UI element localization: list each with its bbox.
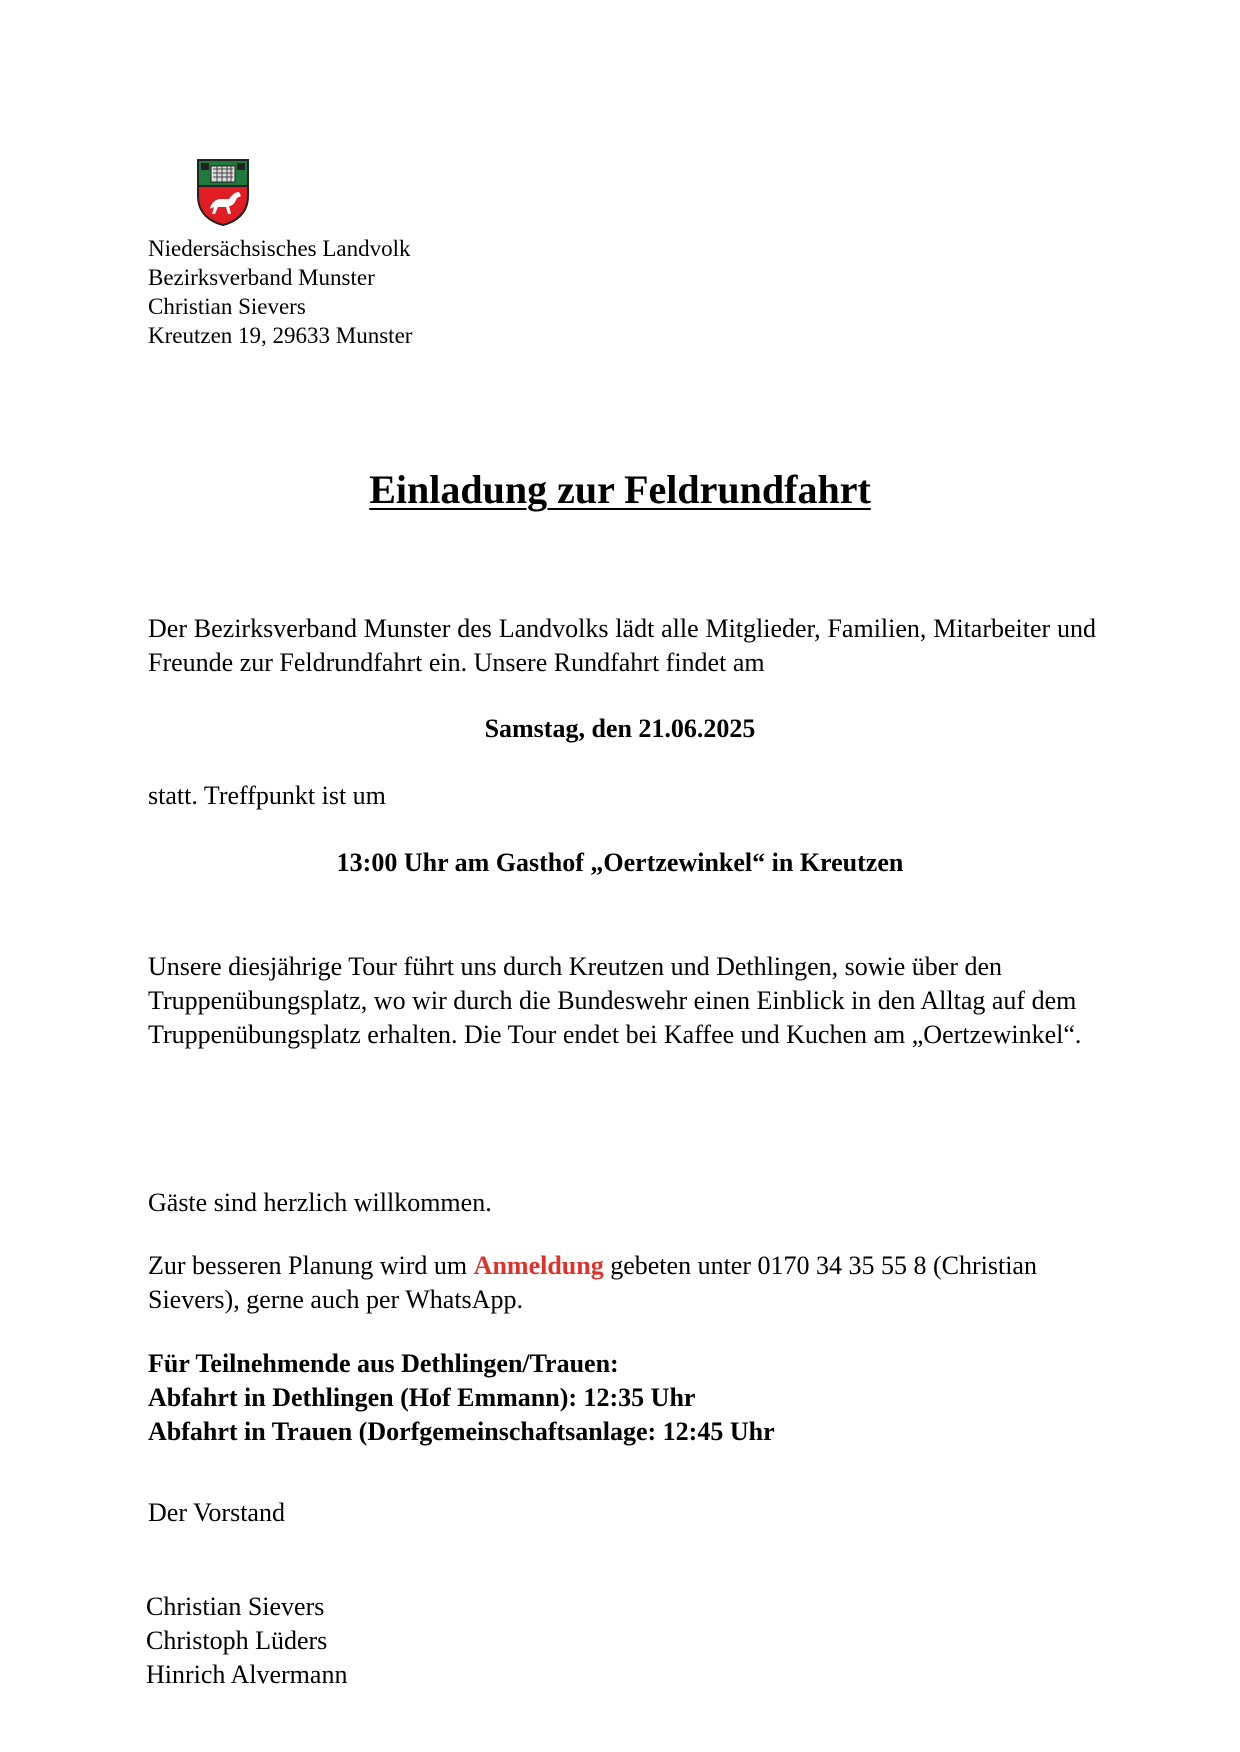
registration-paragraph bbox=[148, 1249, 1108, 1317]
sender-line: Kreutzen 19, 29633 Munster bbox=[148, 323, 413, 348]
departure-line: Für Teilnehmende aus Dethlingen/Trauen: bbox=[148, 1349, 619, 1378]
intro-paragraph: Der Bezirksverband Munster des Landvolks lädt alle Mitglieder, Familien, Mitarbeiter und Freunde zur Feldrundfahrt ein. Unsere Rundfahrt findet am bbox=[148, 614, 1096, 677]
signatories bbox=[146, 1590, 347, 1692]
guests-note: Gäste sind herzlich willkommen. bbox=[148, 1188, 492, 1217]
departures-block bbox=[148, 1347, 775, 1449]
event-date: Samstag, den 21.06.2025 bbox=[484, 714, 756, 743]
registration-before: Zur besseren Planung wird um bbox=[148, 1251, 468, 1280]
tour-paragraph: Unsere diesjährige Tour führt uns durch Kreutzen und Dethlingen, sowie über den Truppenübungsplatz, wo wir durch die Bundeswehr einen Einblick in den Alltag auf dem Truppenübungsplatz erhalten. Die Tour endet bei Kaffee und Kuchen am „Oertzewinkel“. bbox=[148, 952, 1082, 1049]
departure-line: Abfahrt in Dethlingen (Hof Emmann): 12:35 Uhr bbox=[148, 1383, 696, 1412]
sender-line: Niedersächsisches Landvolk bbox=[148, 236, 411, 261]
signatory-name: Hinrich Alvermann bbox=[146, 1660, 348, 1689]
coat-of-arms-horse-icon bbox=[195, 156, 251, 226]
page-title bbox=[0, 466, 1240, 513]
meeting-time: 13:00 Uhr am Gasthof „Oertzewinkel“ in Kreutzen bbox=[336, 848, 904, 877]
closing-line: Der Vorstand bbox=[148, 1498, 285, 1527]
registration-after: gebeten unter 0170 34 35 55 8 (Christian Sievers), gerne auch per WhatsApp. bbox=[148, 1251, 1037, 1314]
meeting-intro: statt. Treffpunkt ist um bbox=[148, 781, 386, 810]
departure-line: Abfahrt in Trauen (Dorfgemeinschaftsanlage: 12:45 Uhr bbox=[148, 1417, 775, 1446]
sender-line: Bezirksverband Munster bbox=[148, 265, 375, 290]
registration-highlight: Anmeldung bbox=[473, 1251, 604, 1280]
signatory-name: Christian Sievers bbox=[146, 1592, 325, 1621]
sender-address bbox=[148, 234, 412, 350]
page-title-text: Einladung zur Feldrundfahrt bbox=[369, 467, 871, 512]
sender-line: Christian Sievers bbox=[148, 294, 306, 319]
signatory-name: Christoph Lüders bbox=[146, 1626, 328, 1655]
